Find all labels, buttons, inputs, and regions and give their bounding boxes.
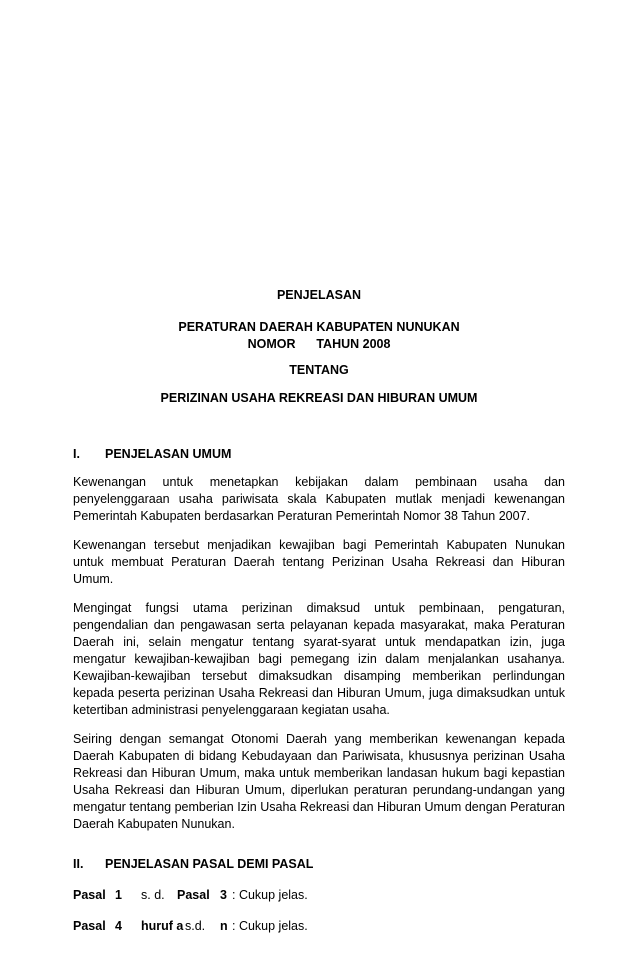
title-regulation: PERATURAN DAERAH KABUPATEN NUNUKAN (178, 320, 460, 334)
section-2-heading (73, 856, 565, 873)
paragraph-1: Kewenangan untuk menetapkan kebijakan dalam pembinaan usaha dan penyelenggaraan usaha pariwisata skala Kabupaten mutlak menjadi kewenangan Pemerintah Kabupaten berdasarkan Peraturan Pemerintah Nomor 38 Tahun 2007. (73, 475, 565, 523)
pasal-row (73, 887, 565, 904)
pasal-label: Pasal (73, 919, 106, 933)
pasal-letter: n (220, 919, 228, 933)
section-1-heading (73, 446, 565, 463)
paragraph-3: Mengingat fungsi utama perizinan dimaksud untuk pembinaan, pengaturan, pengendalian dan pengawasan serta pelayanan kepada masyarakat, maka Peraturan Daerah ini, selain mengatur tentang syarat-syarat untuk mendapatkan izin, juga mengatur kewajiban-kewajiban bagi pemegang izin dalam menjalankan usahanya. Kewajiban-kewajiban tersebut dimaksudkan disamping memberikan perlindungan kepada peserta perizinan Usaha Rekreasi dan Hiburan Umum, juga dimaksudkan untuk ketertiban administrasi penyelenggaraan kegiatan usaha. (73, 601, 565, 717)
pasal-number: 1 (115, 888, 122, 902)
title-nomor: NOMOR (247, 337, 296, 351)
pasal-range-word: s. d. (141, 888, 165, 902)
pasal-description: : Cukup jelas. (232, 888, 308, 902)
title-tahun: TAHUN 2008 (316, 337, 391, 351)
title-number-line (0, 337, 638, 351)
pasal-range-word: s.d. (185, 919, 206, 933)
section-1-title: PENJELASAN UMUM (105, 447, 232, 461)
document-body (73, 446, 565, 949)
title-tentang: TENTANG (289, 363, 349, 377)
pasal-row (73, 918, 565, 935)
pasal-number: 3 (220, 888, 227, 902)
paragraph-2: Kewenangan tersebut menjadikan kewajiban bagi Pemerintah Kabupaten Nunukan untuk membuat Peraturan Daerah tentang Perizinan Usaha Rekreasi dan Hiburan Umum. (73, 538, 565, 586)
title-penjelasan: PENJELASAN (276, 288, 362, 302)
paragraph-4: Seiring dengan semangat Otonomi Daerah yang memberikan kewenangan kepada Daerah Kabupaten di bidang Kebudayaan dan Pariwisata, khususnya perizinan Usaha Rekreasi dan Hiburan Umum, maka untuk memberikan landasan hukum bagi kepastian Usaha Rekreasi dan Hiburan Umum, diperlukan peraturan perundang-undangan yang mengatur tentang pemberian Izin Usaha Rekreasi dan Hiburan Umum dengan Peraturan Daerah Kabupaten Nunukan. (73, 732, 565, 831)
pasal-number: 4 (115, 919, 122, 933)
pasal-label: Pasal (73, 888, 106, 902)
section-1-number: I. (73, 447, 80, 461)
pasal-huruf: huruf a (141, 919, 184, 933)
title-subject: PERIZINAN USAHA REKREASI DAN HIBURAN UMUM (160, 391, 478, 405)
section-2-title: PENJELASAN PASAL DEMI PASAL (105, 857, 314, 871)
section-2-number: II. (73, 857, 84, 871)
pasal-label: Pasal (177, 888, 210, 902)
pasal-description: : Cukup jelas. (232, 919, 308, 933)
